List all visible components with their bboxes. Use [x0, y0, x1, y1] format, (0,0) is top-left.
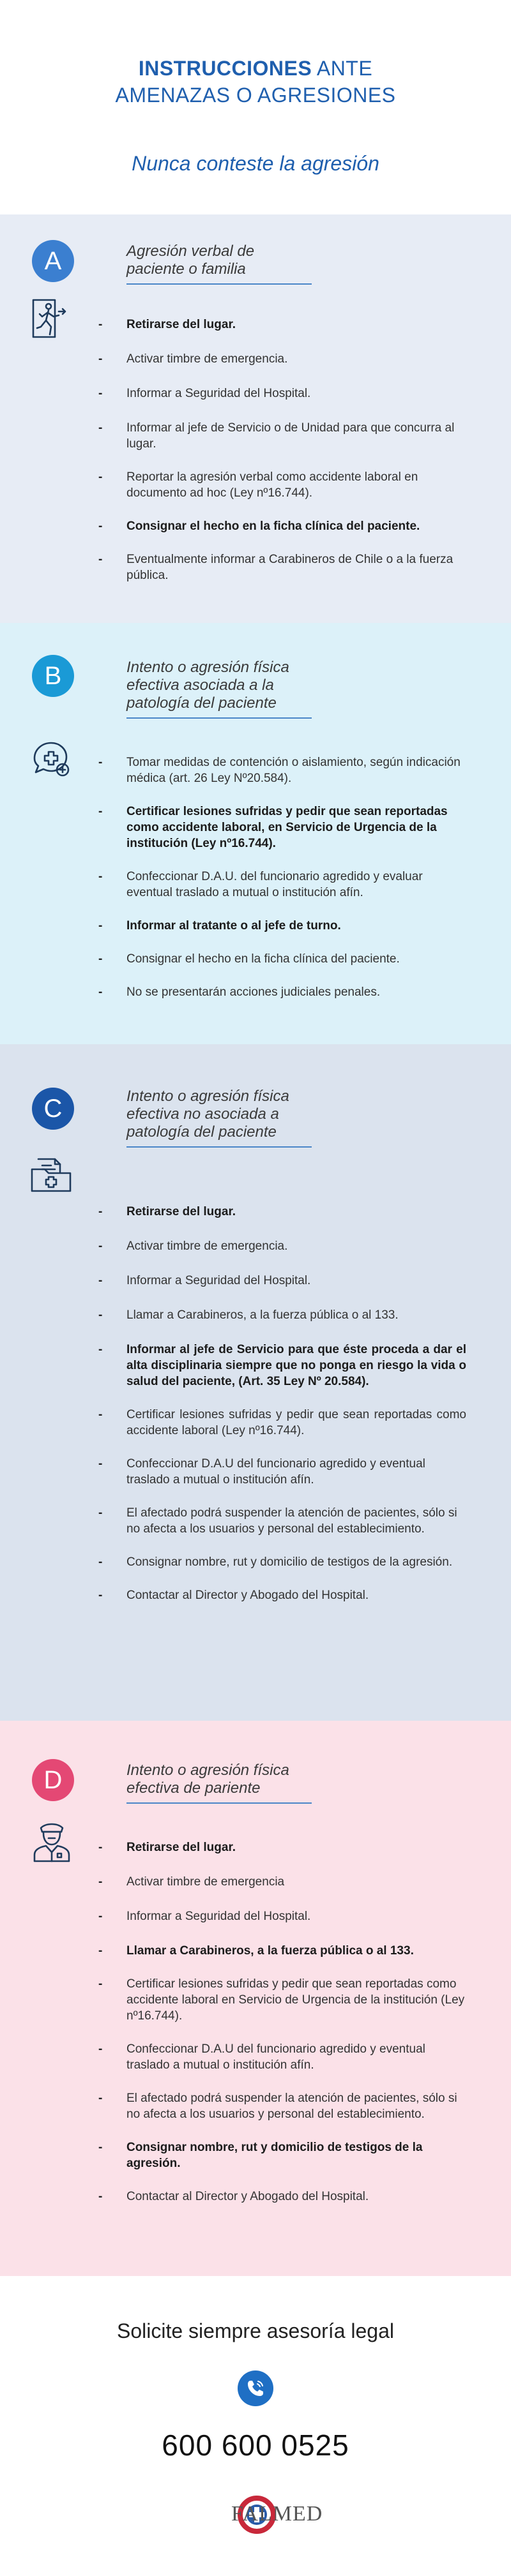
list-item: - Eventualmente informar a Carabineros de Chile o a la fuerza pública. — [96, 551, 466, 583]
list-item: - El afectado podrá suspender la atención de pacientes, sólo si no afecta a los usuarios y personal del establecimiento. — [96, 2090, 466, 2122]
list-item: - Consignar nombre, rut y domicilio de testigos de la agresión. — [96, 1554, 466, 1570]
list-item: - Retirarse del lugar. — [96, 317, 466, 333]
section-b-badge: B — [32, 655, 74, 697]
list-item: - Informar a Seguridad del Hospital. — [96, 1273, 466, 1289]
list-item: - Informar a Seguridad del Hospital. — [96, 386, 466, 401]
list-item: - Llamar a Carabineros, a la fuerza pública o al 133. — [96, 1943, 466, 1959]
footer — [0, 2276, 511, 2576]
section-c-title: Intento o agresión física efectiva no asociada a patología del paciente — [126, 1088, 312, 1148]
section-a-list — [96, 214, 466, 583]
list-item: - Certificar lesiones sufridas y pedir que sean reportadas como accidente laboral (Ley nº16.744). — [96, 1407, 466, 1439]
title-line-2: AMENAZAS O AGRESIONES — [115, 84, 396, 107]
list-item: - Certificar lesiones sufridas y pedir que sean reportadas como accidente laboral, en Servicio de Urgencia de la institución (Ley nº16.744). — [96, 804, 466, 851]
medical-chat-icon — [29, 738, 74, 783]
header — [0, 0, 511, 214]
legal-advice-text: Solicite siempre asesoría legal — [117, 2319, 394, 2342]
list-item: - Confeccionar D.A.U. del funcionario agredido y evaluar eventual traslado a mutual o institución afín. — [96, 869, 466, 901]
list-item: - Certificar lesiones sufridas y pedir que sean reportadas como accidente laboral en Servicio de Urgencia de la institución (Ley nº16.744). — [96, 1976, 466, 2024]
section-a — [0, 214, 511, 623]
list-item: - Confeccionar D.A.U del funcionario agredido y eventual traslado a mutual o institución afín. — [96, 1456, 466, 1488]
list-item: - Tomar medidas de contención o aislamiento, según indicación médica (art. 26 Ley Nº20.584). — [96, 754, 466, 786]
list-item: - Activar timbre de emergencia. — [96, 1238, 466, 1254]
list-item: - Informar al jefe de Servicio o de Unidad para que concurra al lugar. — [96, 420, 466, 452]
logo-text: FALMED — [231, 2502, 323, 2526]
page-title — [0, 55, 511, 109]
list-item: - Activar timbre de emergencia. — [96, 351, 466, 367]
section-c-list — [96, 1044, 466, 1603]
section-b — [0, 623, 511, 1044]
list-item: - Activar timbre de emergencia — [96, 1874, 466, 1890]
list-item: - Informar al tratante o al jefe de turno. — [96, 918, 466, 934]
phone-number[interactable]: 600 600 0525 — [162, 2429, 349, 2462]
exit-running-person-icon — [29, 297, 74, 342]
list-item: - Consignar el hecho en la ficha clínica del paciente. — [96, 951, 466, 967]
phone-icon[interactable] — [238, 2370, 273, 2406]
list-item: - Consignar nombre, rut y domicilio de testigos de la agresión. — [96, 2139, 466, 2171]
list-item: - Contactar al Director y Abogado del Hospital. — [96, 2189, 466, 2205]
list-item: - El afectado podrá suspender la atención de pacientes, sólo si no afecta a los usuarios y personal del establecimiento. — [96, 1505, 466, 1537]
police-officer-icon — [29, 1819, 74, 1864]
section-c — [0, 1044, 511, 1721]
section-c-badge: C — [32, 1088, 74, 1130]
section-d-list — [96, 1721, 466, 2205]
list-item: - Contactar al Director y Abogado del Hospital. — [96, 1587, 466, 1603]
section-d — [0, 1721, 511, 2276]
title-line-1 — [0, 55, 511, 82]
section-b-title: Intento o agresión física efectiva asociada a la patología del paciente — [126, 659, 312, 719]
list-item: - Confeccionar D.A.U del funcionario agredido y eventual traslado a mutual o institución afín. — [96, 2041, 466, 2073]
list-item: - Llamar a Carabineros, a la fuerza pública o al 133. — [96, 1307, 466, 1323]
list-item: - Retirarse del lugar. — [96, 1839, 466, 1855]
list-item: - Consignar el hecho en la ficha clínica del paciente. — [96, 518, 466, 534]
list-item: - Informar al jefe de Servicio para que éste proceda a dar el alta disciplinaria siempre que no ponga en riesgo la vida o salud del paciente, (Art. 35 Ley Nº 20.584). — [96, 1342, 466, 1389]
title-bold: INSTRUCCIONES — [138, 57, 312, 80]
medical-folder-icon — [29, 1153, 74, 1197]
list-item: - Informar a Seguridad del Hospital. — [96, 1908, 466, 1924]
section-d-title: Intento o agresión física efectiva de pariente — [126, 1762, 312, 1804]
section-b-list — [96, 623, 466, 1000]
section-a-badge: A — [32, 240, 74, 282]
list-item: - Reportar la agresión verbal como accidente laboral en documento ad hoc (Ley nº16.744). — [96, 469, 466, 501]
page-subtitle: Nunca conteste la agresión — [132, 152, 379, 175]
list-item: - No se presentarán acciones judiciales penales. — [96, 984, 466, 1000]
title-rest: ANTE — [312, 57, 373, 80]
section-a-title: Agresión verbal de paciente o familia — [126, 243, 312, 285]
falmed-logo — [180, 2492, 333, 2538]
list-item: - Retirarse del lugar. — [96, 1204, 466, 1220]
section-d-badge: D — [32, 1759, 74, 1801]
